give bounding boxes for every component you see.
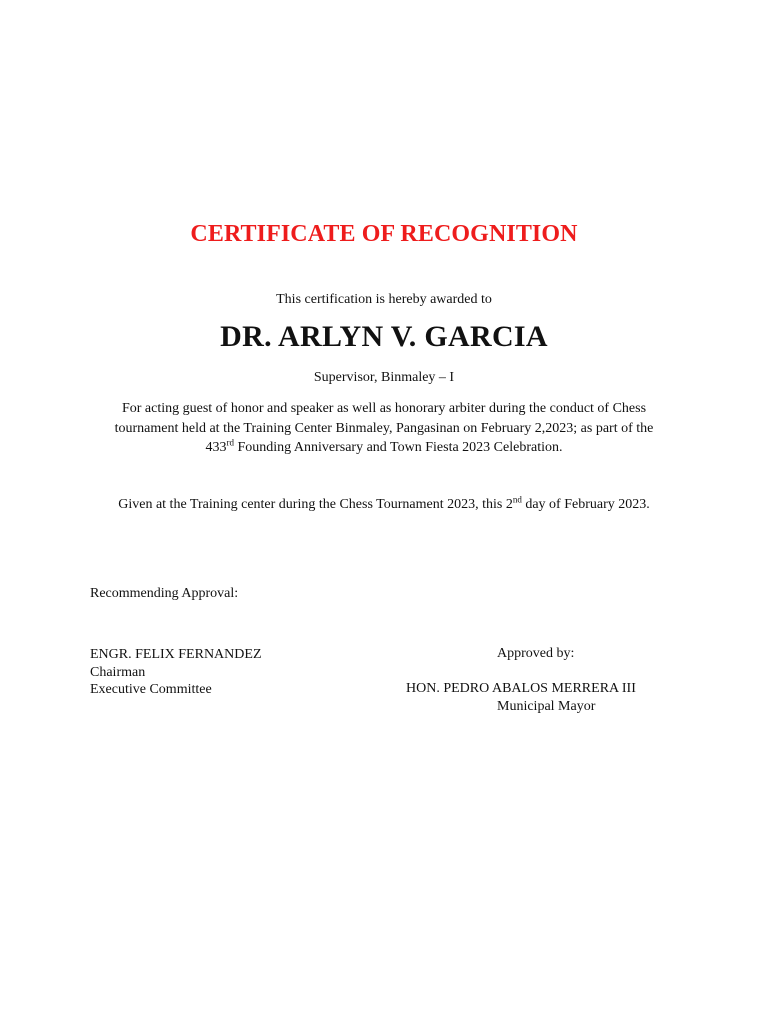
recipient-name: DR. ARLYN V. GARCIA xyxy=(220,320,548,353)
award-intro: This certification is hereby awarded to xyxy=(276,292,492,307)
left-signatory-name: ENGR. FELIX FERNANDEZ xyxy=(90,647,262,662)
recipient-position: Supervisor, Binmaley – I xyxy=(313,370,455,385)
right-signatory-title: Municipal Mayor xyxy=(497,699,596,714)
ordinal-suffix: rd xyxy=(226,437,234,448)
right-signatory-name: HON. PEDRO ABALOS MERRERA III xyxy=(406,681,636,696)
citation-line-1: For acting guest of honor and speaker as well as honorary arbiter during the conduct of Chess xyxy=(121,401,647,416)
day-ordinal-suffix: nd xyxy=(512,494,522,505)
citation-line-3 xyxy=(84,438,684,458)
recommending-approval-label: Recommending Approval: xyxy=(90,586,239,601)
citation-text xyxy=(84,399,684,458)
given-date-text: day of February 2023. xyxy=(521,497,650,512)
citation-line-2: tournament held at the Training Center Binmaley, Pangasinan on February 2,2023; as part of the xyxy=(114,420,654,436)
left-signatory xyxy=(90,646,262,699)
given-statement xyxy=(0,494,768,513)
certificate-title: CERTIFICATE OF RECOGNITION xyxy=(190,221,578,247)
left-signatory-title: Chairman xyxy=(90,664,146,680)
left-signatory-committee: Executive Committee xyxy=(90,682,212,697)
approved-by-label: Approved by: xyxy=(497,646,575,661)
given-text: Given at the Training center during the Chess Tournament 2023, this 2 xyxy=(118,497,513,512)
anniversary-text: Founding Anniversary and Town Fiesta 2023 Celebration. xyxy=(233,440,563,455)
anniversary-number: 433 xyxy=(205,440,227,455)
